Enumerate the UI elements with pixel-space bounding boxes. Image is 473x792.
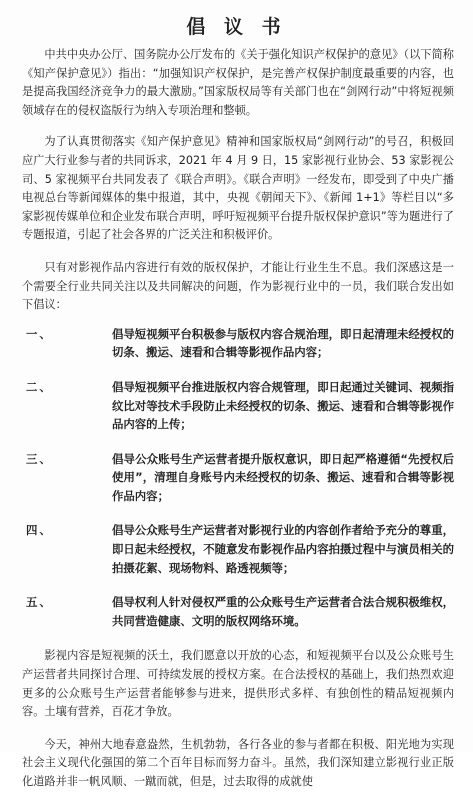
initiative-list (22, 325, 454, 631)
paragraph-closing: 影视内容是短视频的沃土，我们愿意以开放的心态，和短视频平台以及公众账号生产运营者共同探讨合理、可持续发展的授权方案。在合法授权的基础上，我们热烈欢迎更多的公众账号生产运营者能够参与进来，提供形式多样、有独创性的精品短视频内容。土壤有营养，百花才争放。 (22, 649, 454, 719)
item-text: 倡导公众账号生产运营者对影视行业的内容创作者给予充分的尊重，即日起未经授权，不随意发布影视作品内容拍摄过程中与演员相关的拍摄花絮、现场物料、路透视频等； (112, 523, 454, 575)
paragraph-final: 今天，神州大地春意盎然，生机勃勃，各行各业的参与者都在积极、阳光地为实现社会主义现代化强国的第二个百年目标而努力奋斗。虽然，我们深知建立影视行业正版化道路并非一帆风顺、一蹴而就，但是，过去取得的成就使 (22, 737, 454, 788)
item-number: 五、 (26, 595, 53, 610)
item-number: 一、 (26, 326, 53, 341)
item-number: 四、 (26, 523, 53, 538)
item-text: 倡导公众账号生产运营者提升版权意识，即日起严格遵循“先授权后使用”，清理自身账号内未经授权的切条、搬运、速看和合辑等影视作品内容； (112, 451, 454, 503)
item-text: 倡导权利人针对侵权严重的公众账号生产运营者合法合规积极维权，共同营造健康、文明的版权网络环境。 (112, 595, 454, 628)
item-text: 倡导短视频平台推进版权内容合规管理，即日起通过关键词、视频指纹比对等技术手段防止未经授权的切条、搬运、速看和合辑等影视作品内容的上传； (112, 379, 454, 432)
item-number: 二、 (26, 379, 53, 394)
item-number: 三、 (26, 451, 53, 466)
initiative-item-4 (22, 521, 454, 577)
initiative-item-5 (22, 593, 454, 630)
paragraph-intro: 中共中央办公厅、国务院办公厅发布的《关于强化知识产权保护的意见》（以下简称《知产保护意见》）指出：“加强知识产权保护，是完善产权保护制度最重要的内容，也是提高我国经济竞争力的最大激励。”国家版权局等有关部门也在“剑网行动”中将短视频领域存在的侵权盗版行为纳入专项治理和整顿。 (22, 48, 454, 117)
document-title: 倡 议 书 (186, 16, 287, 38)
initiative-item-1 (22, 325, 454, 362)
initiative-item-3 (22, 450, 454, 506)
paragraph-background: 为了认真贯彻落实《知产保护意见》精神和国家版权局“剑网行动”的号召，积极回应广大行业参与者的共同诉求，2021 年 4 月 9 日，15 家影视行业协会、53 家影视公司、5 家视频平台共同发表了《联合声明》。《联合声明》一经发布，即受到了中央广播电视总台等新闻媒体的集中报道，其中，央视《朝闻天下》、《新闻 1+1》等栏目以“多家影视传媒单位和企业发布联合声明，呼吁短视频平台提升版权保护意识”等为题进行了专题报道，引起了社会各界的广泛关注和积极评价。 (22, 135, 454, 242)
paragraph-call: 只有对影视作品内容进行有效的版权保护，才能让行业生生不息。我们深感这是一个需要全行业共同关注以及共同解决的问题，作为影视行业中的一员，我们联合发出如下倡议： (22, 260, 454, 312)
initiative-item-2 (22, 378, 454, 434)
item-text: 倡导短视频平台积极参与版权内容合规治理，即日起清理未经授权的切条、搬运、速看和合辑等影视作品内容； (112, 326, 454, 360)
